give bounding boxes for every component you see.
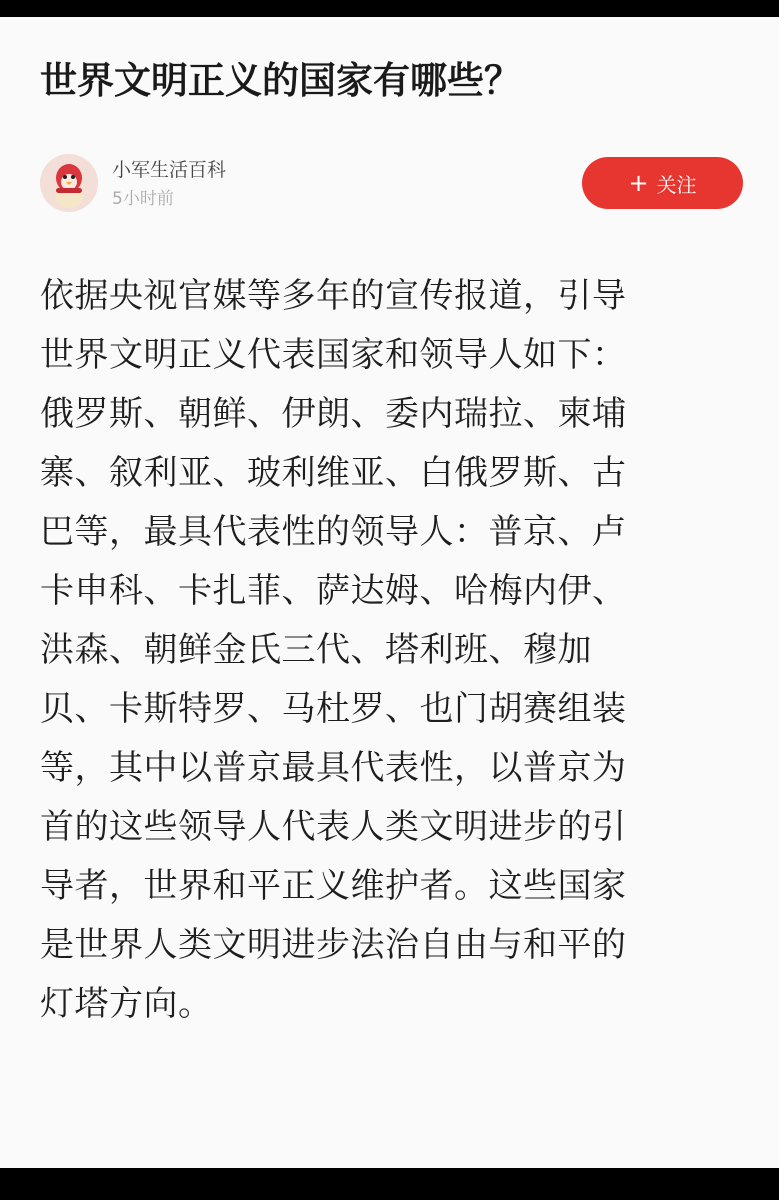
body-line: 首的这些领导人代表人类文明进步的引 — [40, 807, 627, 847]
body-line: 等，其中以普京最具代表性，以普京为 — [40, 748, 627, 788]
body-line: 是世界人类文明进步法治自由与和平的 — [40, 925, 627, 965]
author-name[interactable]: 小军生活百科 — [112, 159, 227, 181]
post-time: 5小时前 — [112, 189, 174, 209]
body-line: 卡申科、卡扎菲、萨达姆、哈梅内伊、 — [40, 571, 627, 611]
bottom-bar — [0, 1168, 779, 1200]
plus-icon: + — [628, 169, 649, 197]
article-body — [40, 267, 750, 1034]
avatar[interactable] — [40, 154, 98, 212]
page-title: 世界文明正义的国家有哪些？ — [40, 59, 521, 102]
body-line: 世界文明正义代表国家和领导人如下： — [40, 335, 627, 375]
follow-button[interactable] — [582, 157, 743, 209]
body-line: 寨、叙利亚、玻利维亚、白俄罗斯、古 — [40, 453, 627, 493]
body-line: 灯塔方向。 — [40, 984, 213, 1024]
body-line: 依据央视官媒等多年的宣传报道，引导 — [40, 276, 627, 316]
body-line: 导者，世界和平正义维护者。这些国家 — [40, 866, 627, 906]
body-line: 巴等，最具代表性的领导人：普京、卢 — [40, 512, 627, 552]
body-line: 贝、卡斯特罗、马杜罗、也门胡赛组装 — [40, 689, 627, 729]
article-screen — [0, 17, 779, 1168]
body-line: 俄罗斯、朝鲜、伊朗、委内瑞拉、柬埔 — [40, 394, 627, 434]
penguin-avatar-icon — [40, 154, 98, 212]
follow-label: 关注 — [656, 172, 697, 197]
body-line: 洪森、朝鲜金氏三代、塔利班、穆加 — [40, 630, 592, 670]
